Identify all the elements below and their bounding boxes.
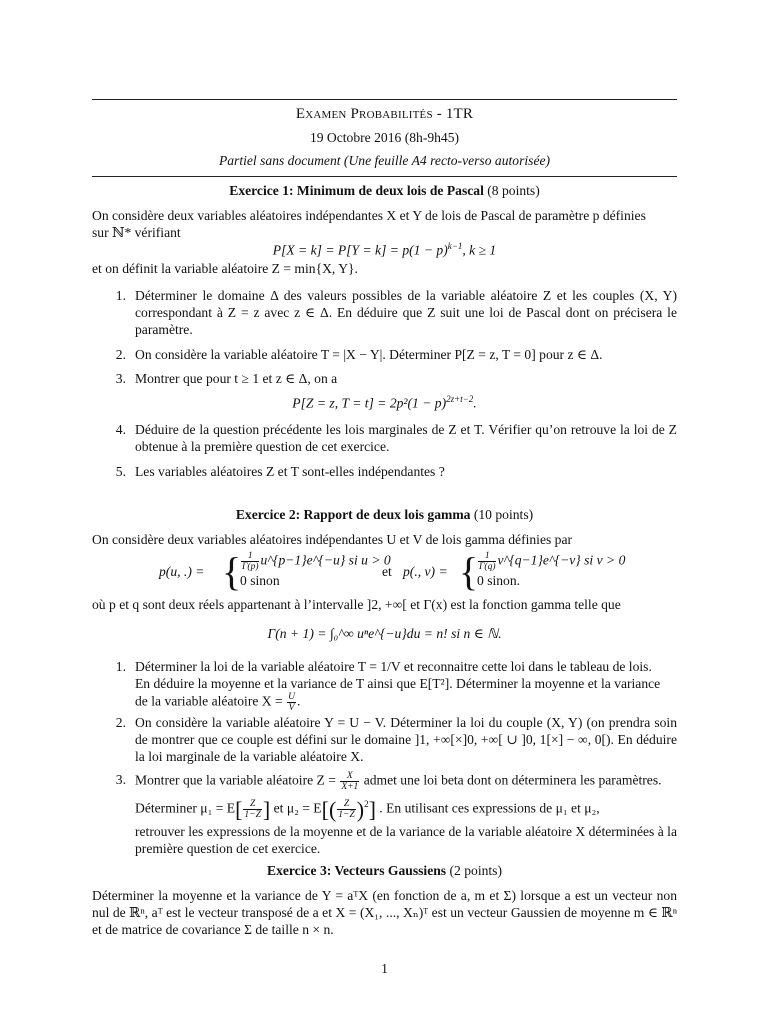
exam-title: Examen Probabilités - 1TR (295, 106, 474, 122)
ex1-q3-formula (92, 391, 677, 412)
ex1-q3-formula-main: P[Z = z, T = t] = 2p²(1 − p) (292, 395, 447, 411)
ex2-q2-text: On considère la variable aléatoire Y = U − V. Déterminer la loi du couple (X, Y) (on prendra soin de montrer que ce couple est défini sur le domaine ]1, +∞[×]0, +∞[ ∪ ]0, 1[×] − ∞, 0[). En déduire la loi marginale de la variable aléatoire X. (135, 715, 677, 764)
ex2-q3-line3: retrouver les expressions de la moyenne et de la variance de la variable aléatoire X déterminées à la première question de cet exercice. (135, 824, 677, 856)
ex2-et: et (382, 564, 392, 579)
ex2-q3-line2: Déterminer μ₁ = E[ $\frac{Z}{1-Z}$ ] et μ₂ = E[( $\frac{Z}{1-Z}$ )$^2$] . En utilisant ces expressions de μ₁ et μ₂, (135, 796, 600, 822)
ex2-heading-line (92, 506, 677, 523)
ex2-q3-line1: Montrer que la variable aléatoire Z = $\frac{X}{X+1}$ admet une loi beta dont on déterminera les paramètres. (135, 771, 662, 792)
ex1-formula (92, 238, 677, 259)
ex2-pv-line2: 0 sinon. (477, 573, 521, 588)
ex1-heading: Exercice 1: Minimum de deux lois de Pascal (229, 183, 484, 198)
ex1-formula-main: P[X = k] = P[Y = k] = p(1 − p) (272, 242, 448, 258)
ex1-intro-2: sur ℕ* vérifiant (92, 225, 181, 240)
ex1-after: et on définit la variable aléatoire Z = min{X, Y}. (92, 261, 358, 276)
ex2-pu-lhs: p(u, .) = (159, 564, 205, 579)
ex1-formula-exp: k−1 (447, 241, 463, 251)
top-rule (92, 99, 677, 100)
ex1-points: (8 points) (487, 183, 540, 198)
ex2-pu-brace: { (222, 549, 242, 594)
ex2-points: (10 points) (473, 507, 534, 522)
ex2-intro: On considère deux variables aléatoires indépendantes U et V de lois gamma définies par (92, 532, 573, 547)
ex1-q5-text: Les variables aléatoires Z et T sont-elles indépendantes ? (135, 464, 445, 479)
ex1-q3-formula-end: . (473, 395, 477, 411)
exam-subtitle: Partiel sans document (Une feuille A4 recto-verso autorisée) (218, 153, 551, 168)
ex3-text: Déterminer la moyenne et la variance de Y = aᵀX (en fonction de a, m et Σ) lorsque a est un vecteur non nul de ℝⁿ, aᵀ est le vecteur transposé de a et X = (X₁, ..., Xₙ)ᵀ est un vecteur Gaussien de moyenne m ∈ ℝⁿ et de matrice de covariance Σ de taille n × n. (92, 888, 677, 937)
ex3-heading: Exercice 3: Vecteurs Gaussiens (267, 863, 447, 878)
ex2-pu-line2: 0 sinon (240, 573, 280, 588)
ex2-pu-line1: $\frac{1}{\Gamma(p)}$ u^{p−1}e^{−u} si u > 0 (242, 551, 391, 572)
ex1-q1-text: Déterminer le domaine Δ des valeurs possibles de la variable aléatoire Z et les couples (X, Y) correspondant à Z = z avec z ∈ Δ. En déduire que Z suit une loi de Pascal dont on précisera le paramètre. (135, 288, 677, 337)
exam-page: Examen Probabilités - 1TR 19 Octobre 2016 (8h-9h45) Partiel sans document (Une feuille A4 recto-verso autorisée) Exercice 1: Minimum de deux lois de Pascal (8 points) On considère deux variables aléatoires indépendantes X et Y de lois de Pascal de paramètre p définies sur ℕ* vérifiant $P[X = k] = P[Y = k] = p(1 - p)^{k-1}$, k ≥ 1 et on définit la variable aléatoire Z = min{X, Y}. 1. Déterminer le domaine Δ des valeurs possibles de la variable aléatoire Z et les couples (X, Y) correspondant à Z = z avec z ∈ Δ. En déduire que Z suit une loi de Pascal dont on précisera le paramètre. 2. On considère la variable aléatoire T = |X − Y|. Déterminer P[Z = z, T = 0] pour z ∈ Δ. 3. Montrer que pour t ≥ 1 et z ∈ Δ, on a P[Z = z, $T = t] = 2p^2(1 - p)^{2z+t-2}$. 4. Déduire de la question précédente les lois marginales de Z et T. Vérifier qu’on retrouve la loi de Z obtenue à la première question de cet exercice. 5. Les variables aléatoires Z et T sont-elles indépendantes ? Exercice 2: Rapport de deux lois gamma (10 points) On considère deux variables aléatoires indépendantes U et V de lois gamma définies par p(u, .) = { $\frac{1}{\Gamma(p)}$ u^{p−1}e^{−u} si u > 0 0 sinon et p(., v) = { $\frac{1}{\Gamma(q)}$ v^{q−1}e^{−v} si v > 0 0 sinon. où p et q sont deux réels appartenant à l’intervalle ]2, +∞[ et Γ(x) est la fonction gamma telle que Γ(n + 1) = ∫₀^∞ uⁿe^{−u}du = n! si n ∈ ℕ. 1. Déterminer la loi de la variable aléatoire T = 1/V et reconnaitre cette loi dans le tableau de lois. En déduire la moyenne et la variance de T ainsi que E[T²]. Déterminer la moyenne et la variance de la variable aléatoire X = $\frac{U}{V}$ . 2. On considère la variable aléatoire Y = U − V. Déterminer la loi du couple (X, Y) (on prendra soin de montrer que ce couple est défini sur le domaine ]1, +∞[×]0, +∞[ ∪ ]0, 1[×] − ∞, 0[). En déduire la loi marginale de la variable aléatoire X. 3. Montrer que la variable aléatoire Z = $\frac{X}{X+1}$ admet une loi beta dont on déterminera les paramètres. Déterminer μ₁ = E[ $\frac{Z}{1-Z}$ ] et μ₂ = E[( $\frac{Z}{1-Z}$ )$^2$] . En utilisant ces expressions de μ₁ et μ₂, retrouver les expressions de la moyenne et de la variance de la variable aléatoire X déterminées à la première question de cet exercice. Exercice 3: Vecteurs Gaussiens (2 points) Déterminer la moyenne et la variance de Y = aᵀX (en fonction de a, m et Σ) lorsque a est un vecteur non nul de ℝⁿ, aᵀ est le vecteur transposé de a et X = (X₁, ..., Xₙ)ᵀ est un vecteur Gaussien de moyenne m ∈ ℝⁿ et de matrice de covariance Σ de taille n × n. 1 (92, 0, 677, 1024)
ex1-q2-text: On considère la variable aléatoire T = |X − Y|. Déterminer P[Z = z, T = 0] pour z ∈ Δ. (135, 347, 603, 362)
ex3-heading-line (92, 862, 677, 879)
ex1-q3-formula-exp: 2z+t−2 (446, 394, 474, 404)
ex1-q4-text: Déduire de la question précédente les lois marginales de Z et T. Vérifier qu’on retrouve la loi de Z obtenue à la première question de cet exercice. (135, 422, 677, 454)
ex1-heading-line (92, 182, 677, 199)
ex2-q1-line2: En déduire la moyenne et la variance de T ainsi que E[T²]. Déterminer la moyenne et la variance (135, 676, 661, 691)
ex2-gamma-formula: Γ(n + 1) = ∫₀^∞ uⁿe^{−u}du = n! si n ∈ ℕ. (267, 626, 502, 641)
ex2-heading: Exercice 2: Rapport de deux lois gamma (235, 507, 471, 522)
ex2-q1-line3: de la variable aléatoire X = $\frac{U}{V}$ . (135, 692, 301, 713)
exam-date: 19 Octobre 2016 (8h-9h45) (309, 130, 460, 145)
ex2-q1-line1: Déterminer la loi de la variable aléatoire T = 1/V et reconnaitre cette loi dans le tableau de lois. (135, 659, 652, 674)
ex1-intro-1: On considère deux variables aléatoires indépendantes X et Y de lois de Pascal de paramètre p définies (92, 208, 646, 223)
ex2-pv-brace: { (459, 549, 479, 594)
ex3-points: (2 points) (449, 863, 502, 878)
ex2-pv-lhs: p(., v) = (403, 564, 448, 579)
ex2-pv-line1: $\frac{1}{\Gamma(q)}$ v^{q−1}e^{−v} si v > 0 (479, 551, 626, 572)
ex1-q3-text: Montrer que pour t ≥ 1 et z ∈ Δ, on a (135, 371, 338, 386)
header-bottom-rule (92, 176, 677, 177)
page-number: 1 (381, 961, 388, 976)
ex2-after: où p et q sont deux réels appartenant à l’intervalle ]2, +∞[ et Γ(x) est la fonction gamma telle que (92, 597, 621, 612)
ex1-formula-cond: , k ≥ 1 (462, 242, 497, 258)
